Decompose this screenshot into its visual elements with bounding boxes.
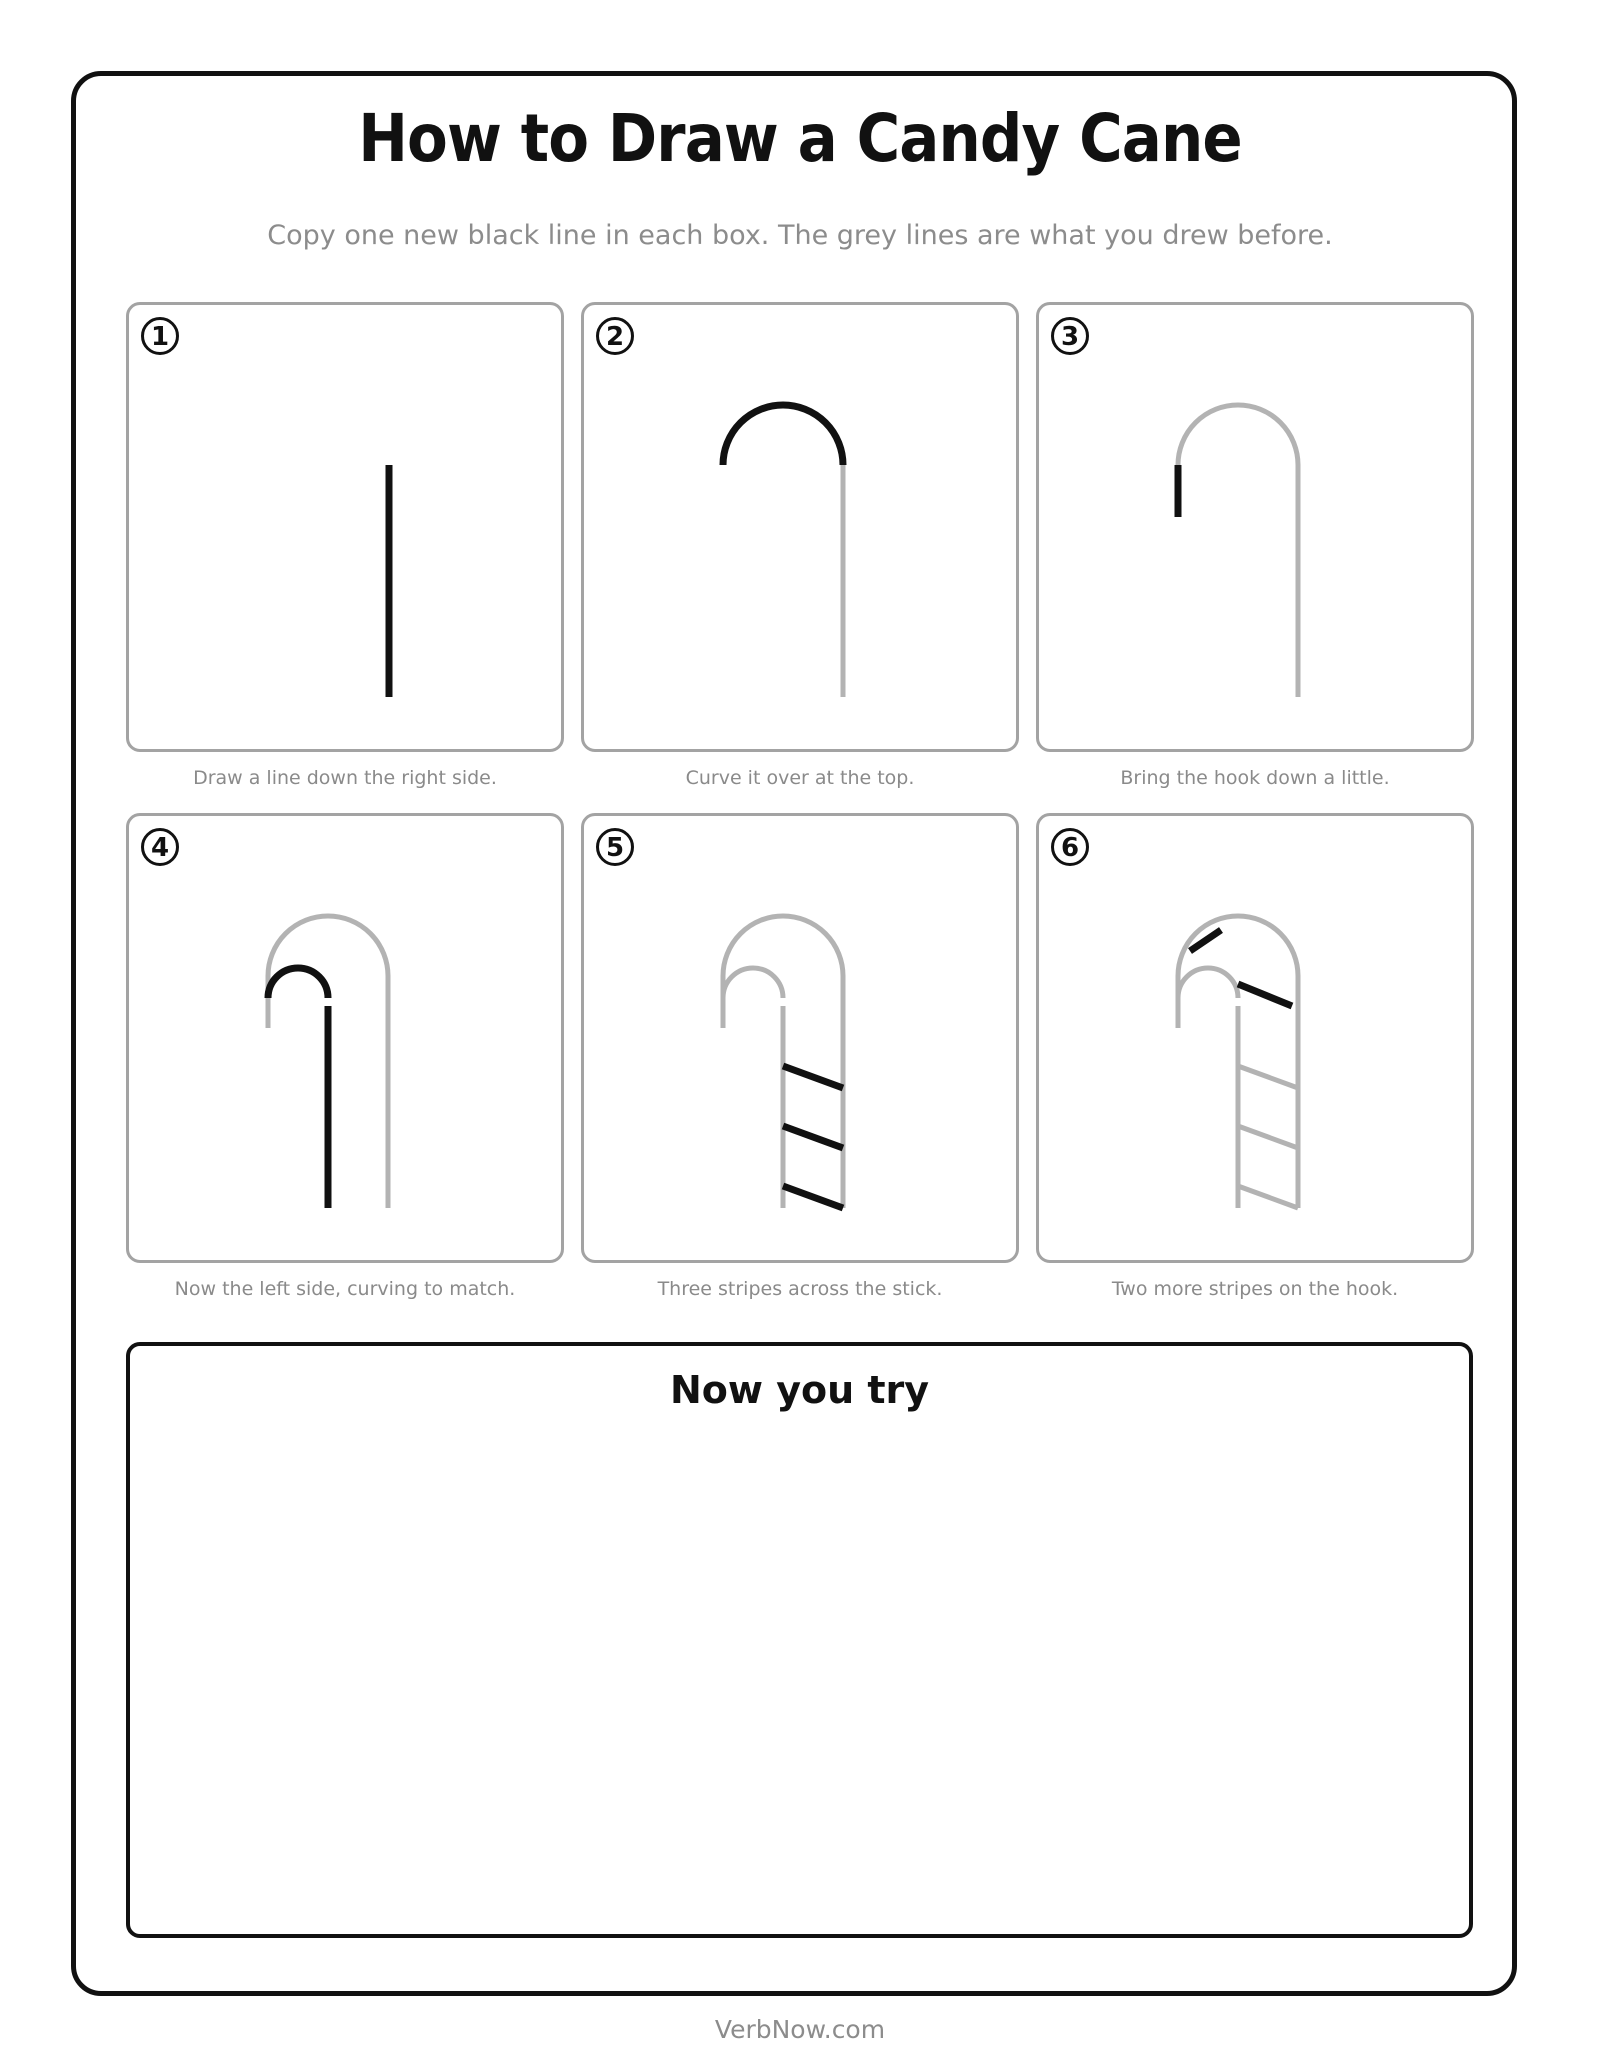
step-2-drawing — [584, 305, 1022, 755]
top-curve — [723, 405, 843, 465]
step-caption: Now the left side, curving to match. — [174, 1278, 516, 1300]
stripe — [783, 1126, 843, 1148]
step-caption: Three stripes across the stick. — [657, 1278, 943, 1300]
step-3-drawing — [1039, 305, 1477, 755]
step-number-badge: 4 — [141, 828, 179, 866]
stripe — [783, 1066, 843, 1088]
practice-label: Now you try — [669, 1368, 930, 1412]
step-panel-1 — [126, 302, 564, 752]
inner-curve — [268, 968, 328, 998]
page-title: How to Draw a Candy Cane — [358, 100, 1242, 177]
step-panel-2 — [581, 302, 1019, 752]
step-6-drawing — [1039, 816, 1477, 1266]
step-number-badge: 6 — [1051, 828, 1089, 866]
step-number-badge: 5 — [596, 828, 634, 866]
step-caption: Curve it over at the top. — [685, 767, 915, 789]
step-1-drawing — [129, 305, 567, 755]
step-5-drawing — [584, 816, 1022, 1266]
practice-drawing-area[interactable] — [126, 1342, 1473, 1938]
step-caption: Two more stripes on the hook. — [1111, 1278, 1399, 1300]
step-panel-6 — [1036, 813, 1474, 1263]
step-caption: Bring the hook down a little. — [1120, 767, 1390, 789]
stripe — [783, 1186, 843, 1208]
hook-stripe — [1238, 984, 1292, 1006]
step-number-badge: 3 — [1051, 317, 1089, 355]
step-panel-4 — [126, 813, 564, 1263]
step-number-badge: 1 — [141, 317, 179, 355]
instructions: Copy one new black line in each box. The grey lines are what you drew before. — [267, 220, 1333, 251]
step-panel-3 — [1036, 302, 1474, 752]
step-panel-5 — [581, 813, 1019, 1263]
step-number-badge: 2 — [596, 317, 634, 355]
step-caption: Draw a line down the right side. — [193, 767, 497, 789]
step-4-drawing — [129, 816, 567, 1266]
footer-site-name: VerbNow.com — [714, 2015, 886, 2044]
